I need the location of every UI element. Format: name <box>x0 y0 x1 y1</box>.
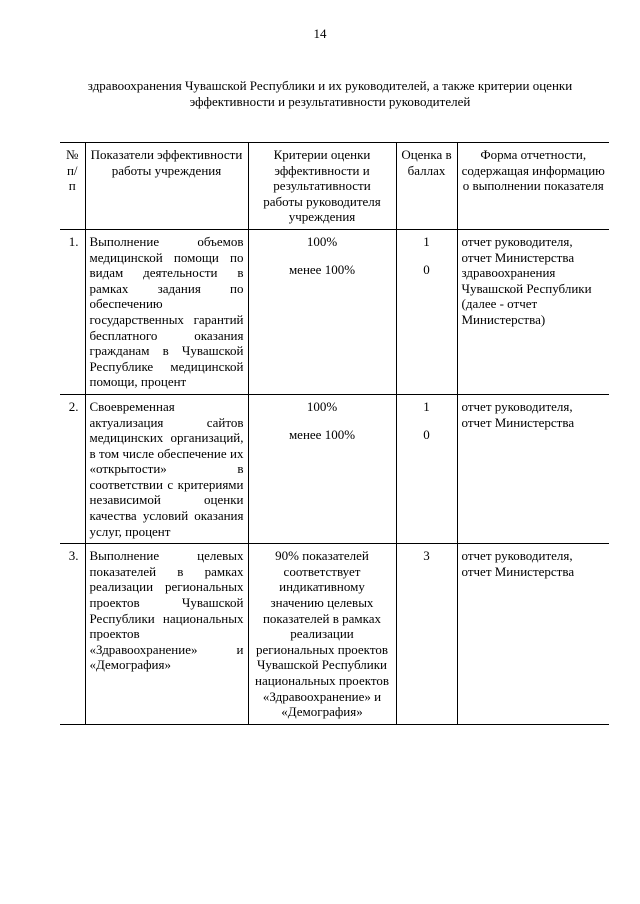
header-criteria: Критерии оценки эффективности и результативности работы руководителя учреждения <box>248 143 396 230</box>
row-number: 2. <box>60 394 85 543</box>
heading-line-1: здравоохранения Чувашской Республики и их руководителей, а также критерии оценки <box>87 78 573 93</box>
criteria-cell <box>248 544 396 725</box>
criteria-cell <box>248 394 396 543</box>
header-num: № п/п <box>60 143 85 230</box>
table-row <box>60 394 609 543</box>
criteria-value: менее 100% <box>288 426 356 442</box>
score-value: 1 <box>423 398 430 414</box>
criteria-value: 100% <box>306 398 338 414</box>
criteria-value: 90% показателей соответствует индикативному значению целевых показателей в рамках реализации региональных проектов Чувашской Республики национальных проектов «Здравоохранение» и «Демография» <box>254 548 390 720</box>
score-value: 3 <box>423 548 430 564</box>
form-cell: отчет руководителя, отчет Министерства <box>457 544 609 725</box>
form-cell: отчет руководителя, отчет Министерства здравоохранения Чувашской Республики (далее - отчет Министерства) <box>457 229 609 394</box>
row-number: 1. <box>60 229 85 394</box>
score-value: 1 <box>423 233 430 249</box>
table-row <box>60 544 609 725</box>
criteria-value: менее 100% <box>288 261 356 277</box>
form-cell: отчет руководителя, отчет Министерства <box>457 394 609 543</box>
document-heading <box>60 78 600 110</box>
criteria-cell <box>248 229 396 394</box>
table-header-row <box>60 143 609 230</box>
score-value: 0 <box>423 426 430 442</box>
score-value: 0 <box>423 261 430 277</box>
indicator-cell: Выполнение объемов медицинской помощи по видам деятельности в рамках задания по обеспечению государственных гарантий бесплатного оказания гражданам в Чувашской Республике медицинской помощи, процент <box>85 229 248 394</box>
table-row <box>60 229 609 394</box>
indicator-cell: Своевременная актуализация сайтов медицинских организаций, в том числе обеспечение их «открытости» в соответствии с критериями независимой оценки качества условий оказания услуг, процент <box>85 394 248 543</box>
heading-line-2: эффективности и результативности руководителей <box>189 94 471 109</box>
indicators-table <box>60 142 609 725</box>
score-cell <box>396 544 457 725</box>
header-score: Оценка в баллах <box>396 143 457 230</box>
row-number: 3. <box>60 544 85 725</box>
criteria-value: 100% <box>306 233 338 249</box>
score-cell <box>396 229 457 394</box>
indicator-cell: Выполнение целевых показателей в рамках реализации региональных проектов Чувашской Республики национальных проектов «Здравоохранение» и «Демография» <box>85 544 248 725</box>
score-cell <box>396 394 457 543</box>
header-indicator: Показатели эффективности работы учреждения <box>85 143 248 230</box>
header-form: Форма отчетности, содержащая информацию о выполнении показателя <box>457 143 609 230</box>
page-number: 14 <box>313 26 327 41</box>
